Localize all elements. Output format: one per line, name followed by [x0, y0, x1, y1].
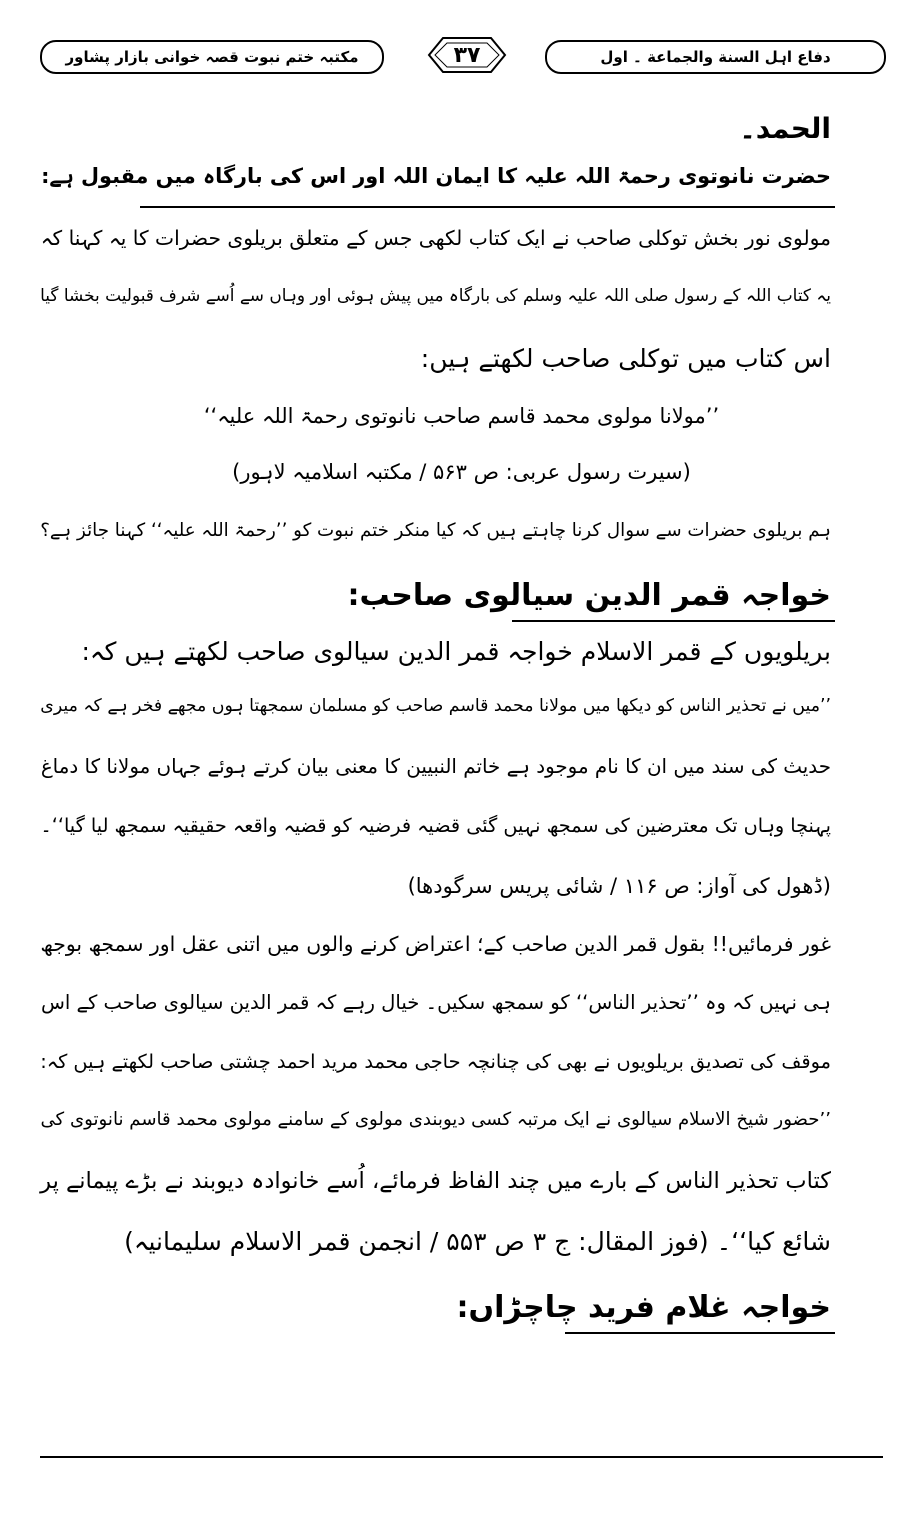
text-line: موقف کی تصدیق بریلویوں نے بھی کی چنانچہ حاجی محمد مرید احمد چشتی صاحب لکھتے ہیں کہ:	[40, 1050, 831, 1073]
page-number-text: ۳۷	[453, 42, 481, 68]
footer-divider	[40, 1456, 883, 1458]
header-publisher: مکتبہ ختم نبوت قصہ خوانی بازار پشاور	[40, 40, 384, 74]
section-heading: خواجہ قمر الدین سیالوی صاحب:	[347, 578, 831, 613]
text-line: یہ کتاب اللہ کے رسول صلی اللہ علیہ وسلم کی بارگاہ میں پیش ہوئی اور وہاں سے اُسے شرف قبولیت بخشا گیا	[40, 285, 831, 305]
text-line: کتاب تحذیر الناس کے بارے میں چند الفاظ فرمائے، اُسے خانوادہ دیوبند نے بڑے پیمانے پر	[40, 1168, 831, 1194]
heading-underline	[140, 206, 835, 208]
text-line: ’’حضور شیخ الاسلام سیالوی نے ایک مرتبہ کسی دیوبندی مولوی کے سامنے مولوی محمد قاسم نانوتوی کی	[40, 1109, 831, 1130]
page-number	[423, 34, 511, 76]
text-line: ہی نہیں کہ وہ ’’تحذیر الناس‘‘ کو سمجھ سکیں۔ خیال رہے کہ قمر الدین سیالوی صاحب کے اس	[40, 991, 831, 1014]
section-heading: حضرت نانوتوی رحمۃ اللہ علیہ کا ایمان اللہ اور اس کی بارگاہ میں مقبول ہے:	[41, 164, 831, 188]
text-line: ہم بریلوی حضرات سے سوال کرنا چاہتے ہیں کہ کیا منکر ختم نبوت کو ’’رحمۃ اللہ علیہ‘‘ کہنا جائز ہے؟	[40, 520, 831, 541]
text-line: شائع کیا‘‘۔ (فوز المقال: ج ۳ ص ۵۵۳ / انجمن قمر الاسلام سلیمانیہ)	[124, 1227, 831, 1256]
text-line: ’’میں نے تحذیر الناس کو دیکھا میں مولانا محمد قاسم صاحب کو مسلمان سمجھتا ہوں مجھے فخر ہے کہ میری	[40, 696, 831, 716]
citation: (ڈھول کی آواز: ص ۱۱۶ / شائی پریس سرگودھا)	[407, 874, 831, 898]
text-line: اس کتاب میں توکلی صاحب لکھتے ہیں:	[420, 344, 831, 373]
text-line: غور فرمائیں!! بقول قمر الدین صاحب کے؛ اعتراض کرنے والوں میں اتنی عقل اور سمجھ بوجھ	[40, 932, 831, 956]
text-line: حدیث کی سند میں ان کا نام موجود ہے خاتم النبیین کا معنی بیان کرتے ہوئے جہاں مولانا کا دماغ	[40, 755, 831, 778]
text-line: مولوی نور بخش توکلی صاحب نے ایک کتاب لکھی جس کے متعلق بریلوی حضرات کا یہ کہنا کہ	[40, 226, 831, 250]
header-book-title: دفاع اہل السنة والجماعة ۔ اول	[545, 40, 886, 74]
heading-underline	[565, 1332, 835, 1334]
heading-underline	[512, 620, 835, 622]
citation: (سیرت رسول عربی: ص ۵۶۳ / مکتبہ اسلامیہ لاہور)	[232, 460, 691, 484]
text-line: پہنچا وہاں تک معترضین کی سمجھ نہیں گئی قضیہ فرضیہ کو قضیہ واقعہ حقیقیہ سمجھ لیا گیا‘‘۔	[40, 814, 831, 837]
section-heading: خواجہ غلام فرید چاچڑاں:	[456, 1290, 831, 1325]
text-line: بریلویوں کے قمر الاسلام خواجہ قمر الدین سیالوی صاحب لکھتے ہیں کہ:	[81, 637, 831, 666]
text-line: الحمد۔	[739, 112, 831, 145]
quotation: ’’مولانا مولوی محمد قاسم صاحب نانوتوی رحمۃ اللہ علیہ‘‘	[203, 404, 720, 428]
